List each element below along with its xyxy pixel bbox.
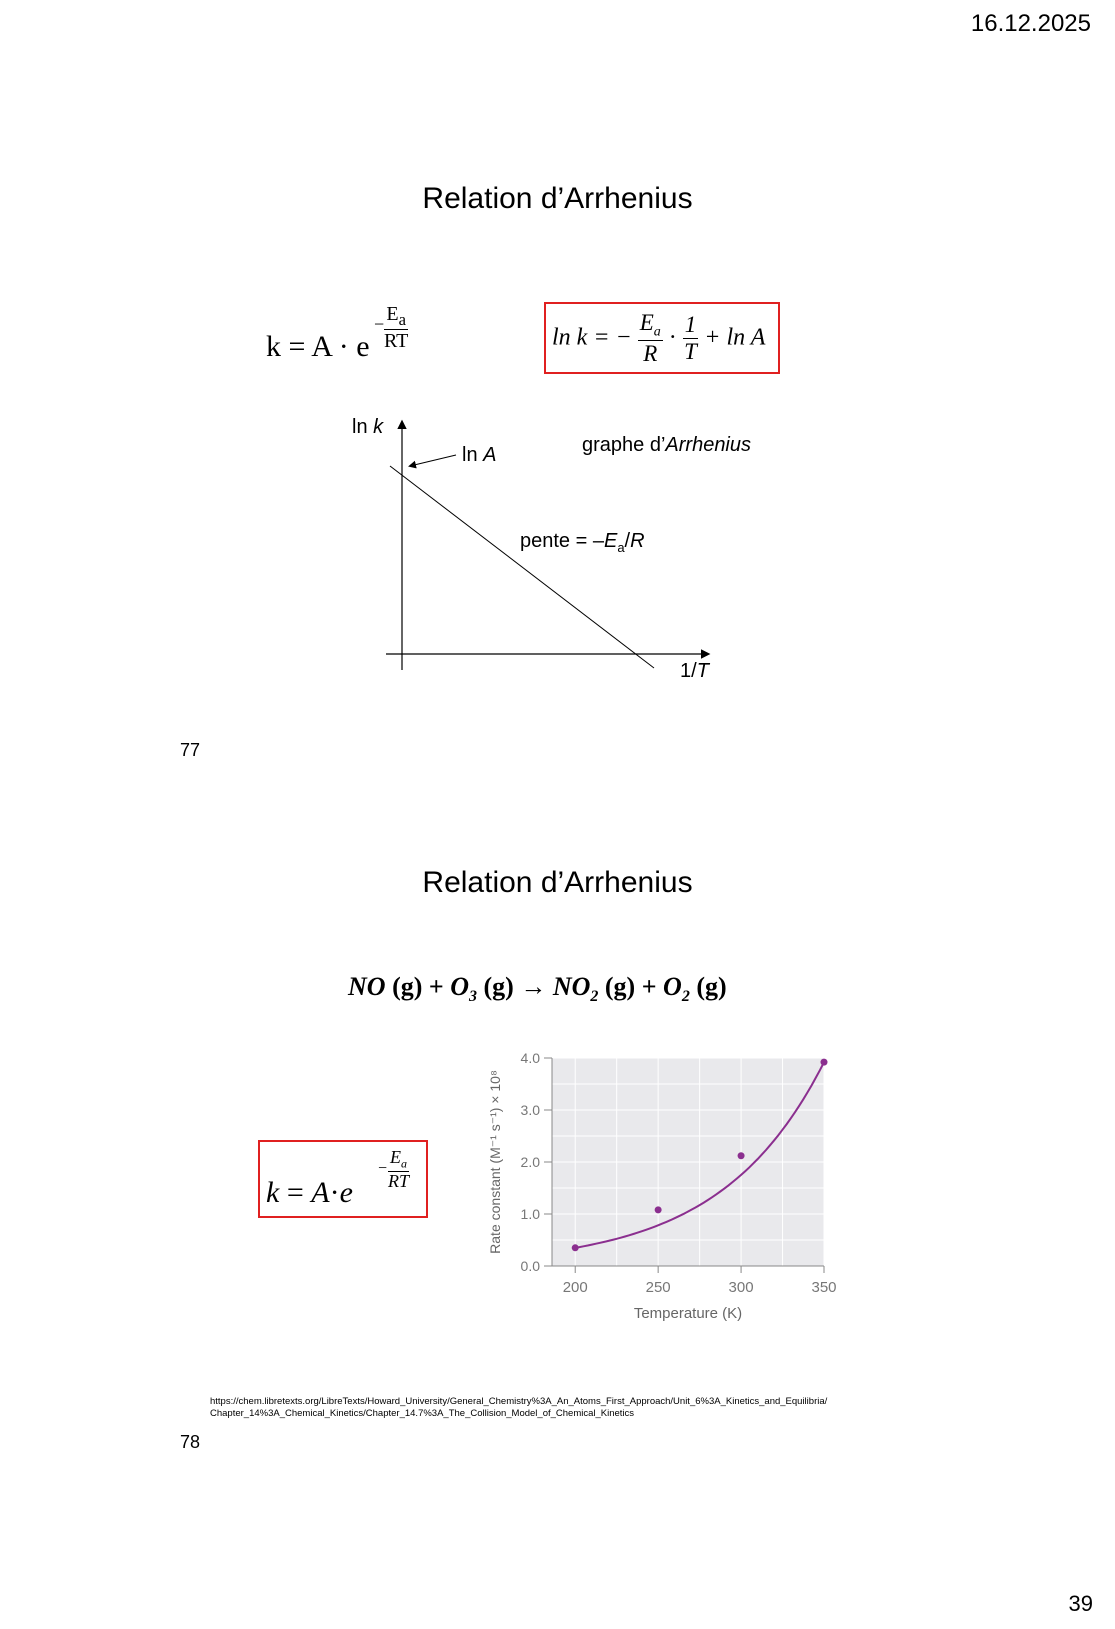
frac1-num-sub: a xyxy=(653,324,661,340)
product-no2-sub: 2 xyxy=(590,988,599,1006)
source-line-2: Chapter_14%3A_Chemical_Kinetics/Chapter_14.7%3A_The_Collision_Model_of_Chemical_Kinetics xyxy=(210,1408,635,1419)
slope-text: pente = – xyxy=(520,530,604,552)
slide-number: 78 xyxy=(180,1432,201,1452)
exponent-minus: − xyxy=(374,314,385,334)
data-point xyxy=(655,1206,662,1213)
linearized-arrhenius-box xyxy=(544,302,780,374)
fraction-1-t xyxy=(683,312,699,364)
data-point xyxy=(572,1244,579,1251)
x-tick-label: 200 xyxy=(562,1279,588,1296)
x-tick-label: 250 xyxy=(645,1279,671,1296)
exponent-fraction xyxy=(384,303,408,352)
slide-title: Relation d’Arrhenius xyxy=(422,182,693,215)
x-tick-label: 300 xyxy=(728,1279,754,1296)
reaction-arrow: → xyxy=(520,972,547,1001)
source-url[interactable] xyxy=(210,1396,827,1420)
formula-rhs: + ln A xyxy=(704,324,766,351)
data-point xyxy=(738,1152,745,1159)
data-point xyxy=(821,1059,828,1066)
frac1-den: R xyxy=(643,340,658,366)
reactant-no-state: (g) xyxy=(392,972,423,1001)
intercept-prefix: ln xyxy=(462,444,484,466)
y-tick-label: 0.0 xyxy=(520,1258,540,1274)
product-no2-state: (g) xyxy=(604,972,636,1001)
exp-den: RT xyxy=(384,330,409,353)
exponent-minus: − xyxy=(378,1160,388,1177)
formula-eq: = xyxy=(279,1176,312,1209)
reactant-o3-sub: 3 xyxy=(469,988,477,1006)
source-line-1: https://chem.libretexts.org/LibreTexts/Howard_University/General_Chemistry%3A_An_Atoms_First_Approach/Unit_6%3A_Kinetics_and_Equilibria/ xyxy=(210,1396,828,1407)
x-label-var: T xyxy=(696,660,709,682)
formula-lhs: ln k = − xyxy=(552,324,632,351)
x-axis-title: Temperature (K) xyxy=(633,1305,743,1322)
formula-dot: · xyxy=(329,1176,340,1209)
exp-num: E xyxy=(386,303,399,325)
y-axis-label xyxy=(352,416,383,439)
y-tick-label: 3.0 xyxy=(520,1102,540,1118)
product-o2: O xyxy=(663,972,682,1001)
date: 16.12.2025 xyxy=(970,10,1091,37)
frac1-num: E xyxy=(639,310,654,335)
y-tick-label: 4.0 xyxy=(520,1050,540,1066)
arrhenius-exponential-formula xyxy=(266,300,436,370)
formula-base xyxy=(266,1176,353,1210)
y-label-prefix: ln xyxy=(352,416,374,438)
slope-var: E xyxy=(603,530,618,552)
exp-den: RT xyxy=(388,1170,410,1191)
intercept-var: A xyxy=(483,444,497,466)
reactant-no: NO xyxy=(348,972,386,1001)
reactant-o3-state: (g) xyxy=(483,972,514,1001)
reactant-o3: O xyxy=(450,972,469,1001)
plus-sign: + xyxy=(428,972,444,1001)
fraction-ea-r xyxy=(638,310,663,366)
slope-sub: a xyxy=(617,540,625,555)
caption-prefix: graphe d’ xyxy=(582,434,666,456)
formula-e: e xyxy=(339,1176,353,1209)
plus-sign: + xyxy=(641,972,657,1001)
page-number: 39 xyxy=(1068,1591,1093,1616)
frac2-num: 1 xyxy=(684,312,697,338)
y-tick-label: 2.0 xyxy=(520,1154,540,1170)
x-axis-label xyxy=(680,660,709,683)
graph-caption xyxy=(582,434,751,457)
slope-slash: / xyxy=(624,530,631,552)
y-label-var: k xyxy=(373,416,384,438)
formula-dot: · xyxy=(668,324,677,351)
intercept-pointer xyxy=(410,455,456,466)
formula-base: k = A · e xyxy=(266,330,370,363)
arrhenius-formula-box xyxy=(258,1140,428,1218)
rate-constant-chart xyxy=(486,1030,866,1350)
reaction-equation xyxy=(348,972,727,1006)
exp-num-sub: a xyxy=(398,310,406,329)
slide-number: 77 xyxy=(180,740,201,760)
y-axis-title: Rate constant (M⁻¹ s⁻¹) × 10⁸ xyxy=(487,1070,503,1254)
formula-a: A xyxy=(311,1176,330,1209)
x-label-prefix: 1/ xyxy=(680,660,697,682)
slope-den: R xyxy=(630,530,645,552)
slope-label xyxy=(520,530,645,555)
x-tick-label: 350 xyxy=(811,1279,837,1296)
exponent-fraction xyxy=(388,1148,409,1192)
exp-num-sub: a xyxy=(401,1156,407,1171)
y-tick-label: 1.0 xyxy=(520,1206,540,1222)
arrhenius-line xyxy=(390,466,654,668)
intercept-label xyxy=(462,444,496,467)
caption-name: Arrhenius xyxy=(665,434,752,456)
product-no2: NO xyxy=(552,972,591,1001)
formula-k: k xyxy=(266,1176,280,1209)
frac2-den: T xyxy=(684,338,697,364)
product-o2-sub: 2 xyxy=(681,988,690,1006)
exp-num: E xyxy=(390,1147,401,1167)
slide-title: Relation d’Arrhenius xyxy=(422,866,693,899)
linearized-formula xyxy=(552,310,765,366)
product-o2-state: (g) xyxy=(696,972,727,1001)
